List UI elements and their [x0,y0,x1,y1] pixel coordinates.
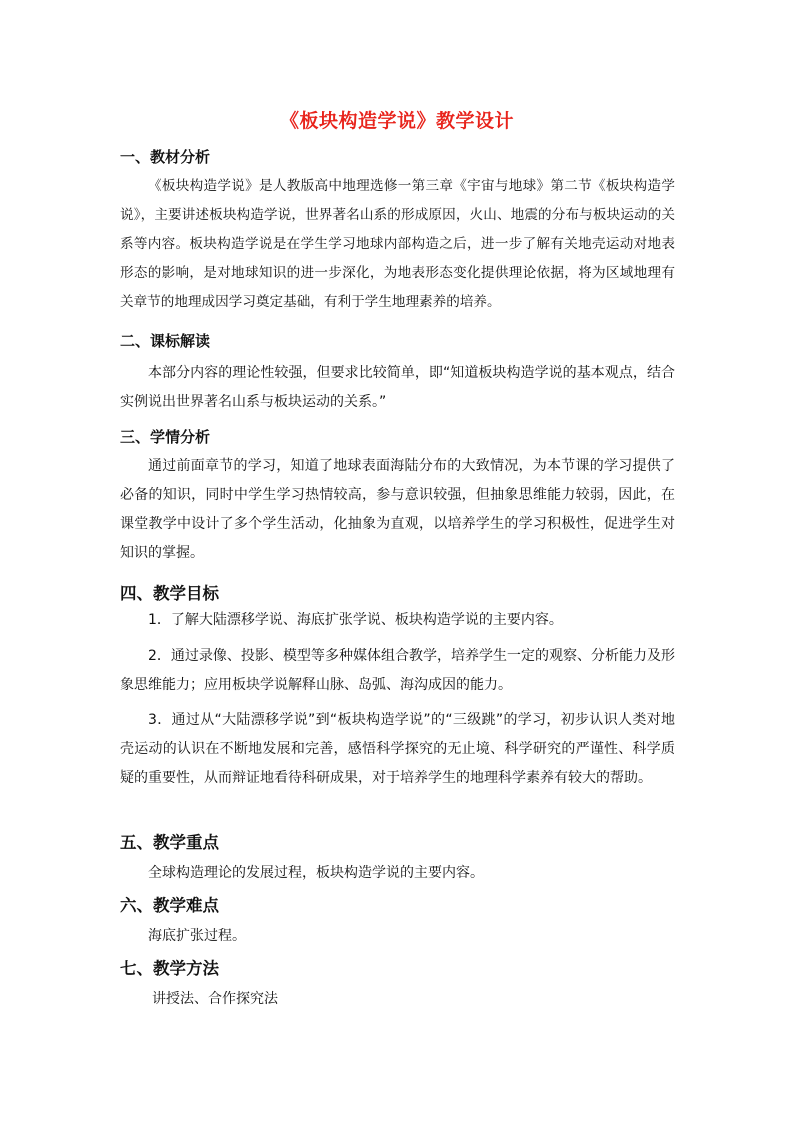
section-paragraph-textbook-analysis: 《板块构造学说》是人教版高中地理选修一第三章《宇宙与地球》第二节《板块构造学说》，主要讲述板块构造学说，世界著名山系的形成原因，火山、地震的分布与板块运动的关系等内容。板块构造学说是在学生学习地球内部构造之后，进一步了解有关地壳运动对地表形态的影响，是对地球知识的进一步深化，为地表形态变化提供理论依据，将为区域地理有关章节的地理成因学习奠定基础，有利于学生地理素养的培养。 [120,178,675,310]
section-paragraph-difficult-points: 海底扩张过程。 [148,928,246,944]
section-heading-teaching-objectives: 四、教学目标 [120,584,219,603]
section-heading-curriculum-standard: 二、课标解读 [120,332,211,350]
section-paragraph-key-points: 全球构造理论的发展过程，板块构造学说的主要内容。 [148,865,484,881]
document-title: 《板块构造学说》教学设计 [279,110,514,132]
section-heading-teaching-methods: 七、教学方法 [120,959,219,978]
objective-item: 3．通过从“大陆漂移学说”到“板块构造学说”的“三级跳”的学习，初步认识人类对地壳运动的认识在不断地发展和完善，感悟科学探究的无止境、科学研究的严谨性、科学质疑的重要性，从而辩证地看待科研成果，对于培养学生的地理科学素养有较大的帮助。 [120,712,675,786]
objective-item: 2．通过录像、投影、模型等多种媒体组合教学，培养学生一定的观察、分析能力及形象思维能力；应用板块学说解释山脉、岛弧、海沟成因的能力。 [120,648,675,693]
section-heading-key-points: 五、教学重点 [120,833,219,852]
section-heading-difficult-points: 六、教学难点 [120,896,219,915]
section-paragraph-teaching-methods: 讲授法、合作探究法 [152,991,278,1007]
section-heading-student-analysis: 三、学情分析 [120,428,211,446]
section-paragraph-student-analysis: 通过前面章节的学习，知道了地球表面海陆分布的大致情况，为本节课的学习提供了必备的知识，同时中学生学习热情较高，参与意识较强，但抽象思维能力较弱，因此，在课堂教学中设计了多个学生活动，化抽象为直观，以培养学生的学习积极性，促进学生对知识的掌握。 [120,458,675,561]
objective-item: 1．了解大陆漂移学说、海底扩张学说、板块构造学说的主要内容。 [148,612,563,628]
section-heading-textbook-analysis: 一、教材分析 [120,148,211,166]
section-paragraph-curriculum-standard: 本部分内容的理论性较强，但要求比较简单，即“知道板块构造学说的基本观点，结合实例说出世界著名山系与板块运动的关系。” [120,365,675,410]
